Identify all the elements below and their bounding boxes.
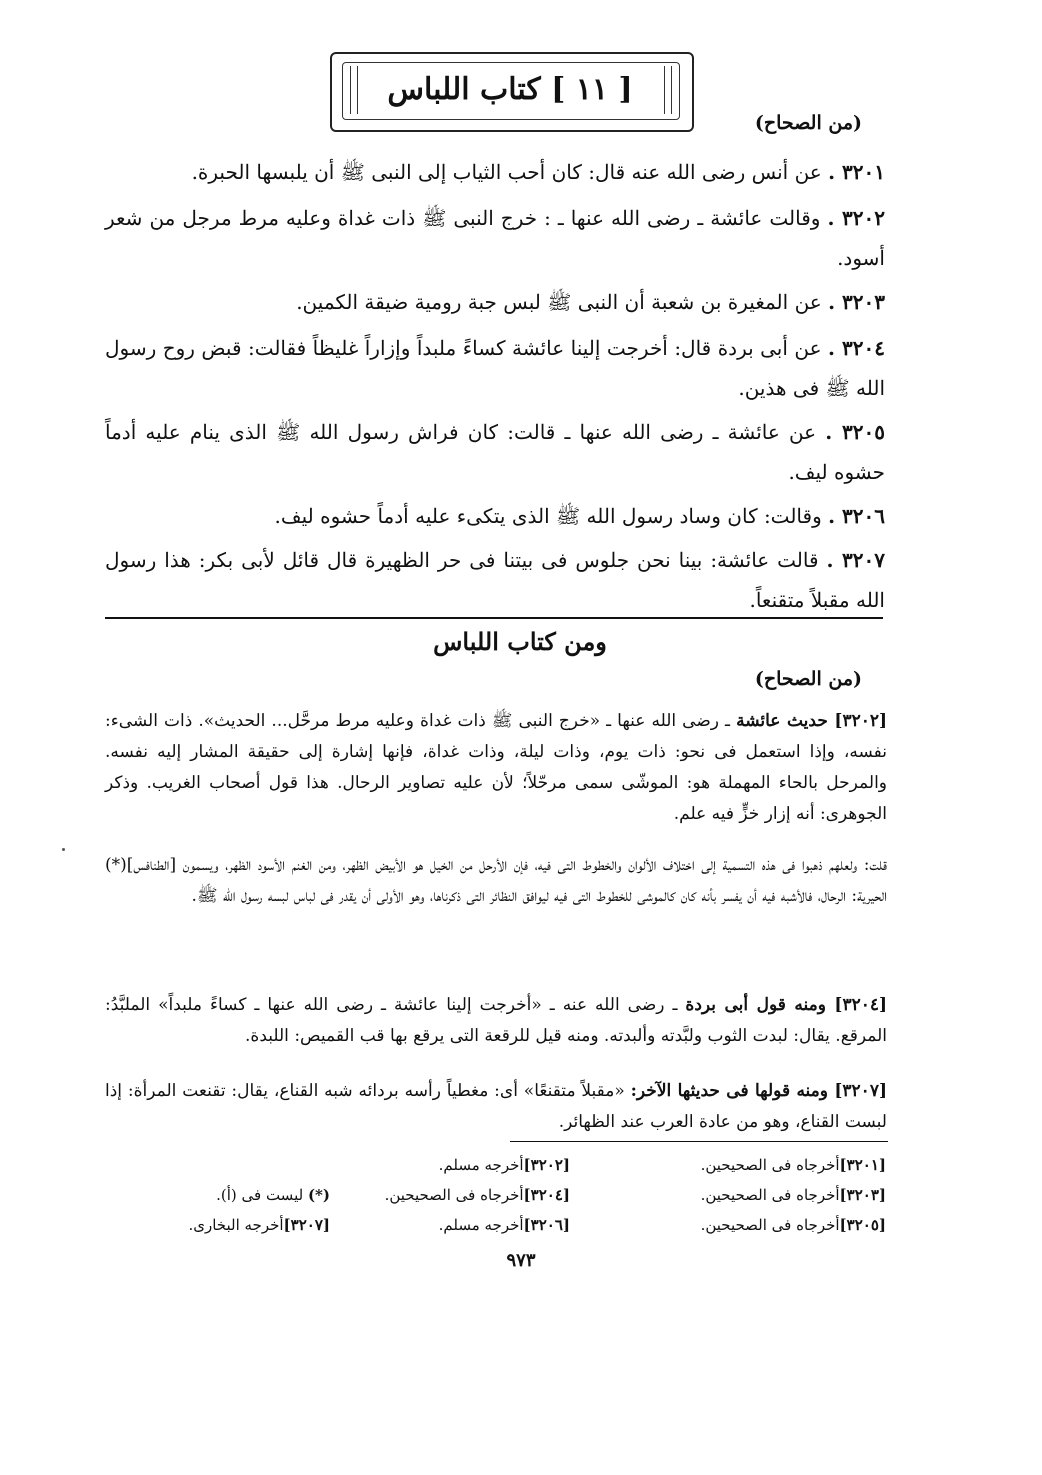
footnote-rule [510,1141,888,1142]
hadith-entry [105,496,885,536]
footnote-text: أخرجاه فى الصحيحين. [384,1186,524,1204]
footnote-number: [٣٢٠٣] [839,1186,886,1204]
footnote-number: [٣٢٠١] [839,1156,886,1174]
hadith-text: قالت عائشة: بينا نحن جلوس فى بيتنا فى حر الظهيرة قال قائل لأبى بكر: هذا رسول الله مقبلاً متقنعاً. [105,548,885,612]
hadith-number: ٣٢٠٤ . [828,336,886,360]
hadith-text: عن أنس رضى الله عنه قال: كان أحب الثياب إلى النبى ﷺ أن يلبسها الحبرة. [191,160,822,184]
hadith-number: ٣٢٠٣ . [828,290,885,314]
source-label: (من الصحاح) [754,112,862,134]
source-label: (من الصحاح) [754,668,862,690]
hadith-number: ٣٢٠٦ . [828,504,885,528]
hadith-entry [105,198,885,278]
hadith-text: عن عائشة ـ رضى الله عنها ـ قالت: كان فراش رسول الله ﷺ الذى ينام عليه أدماً حشوه ليف. [105,420,885,484]
commentary-lead: [٣٢٠٧] ومنه قولها فى حديثها الآخر: [630,1081,887,1101]
commentary-text: قلت: ولعلهم ذهبوا فى هذه التسمية إلى اختلاف الألوان والخطوط التى فيه، فإن الأرحل من الخيل هو الأبيض الظهر، ومن الغنم الأسود الظهر، ويسمون [الطنافس](*) الحيرية: الرحال، فالأشبه فيه أن يفسر بأنه كان كالموشى للخطوط التى فيه ليوافق النظائر التى ذكرناها، وهو الأولى أن يقدر فى لباس لبسه رسول الله ﷺ. [105,855,887,906]
footnote-number: [٣٢٠٥] [839,1216,886,1234]
commentary-paragraph [105,850,887,912]
footnote-text: أخرجاه فى الصحيحين. [700,1216,840,1234]
commentary-lead: [٣٢٠٤] ومنه قول أبى بردة [685,995,888,1015]
hadith-number: ٣٢٠١ . [828,160,885,184]
title-frame-ornament-left [350,66,358,114]
hadith-entry [105,282,885,322]
footnote-number: (*) [307,1186,330,1204]
footnote-text: أخرجاه فى الصحيحين. [700,1186,840,1204]
commentary-paragraph [105,990,887,1052]
footnote [586,1214,886,1236]
footnote-text: ليست فى (أ). [216,1186,304,1204]
footnote-number: [٣٢٠٢] [523,1156,570,1174]
hadith-text: عن أبى بردة قال: أخرجت إلينا عائشة كساءً ملبداً وإزاراً غليظاً فقالت: قبض روح رسول الله ﷺ فى هذين. [105,336,885,400]
hadith-text: عن المغيرة بن شعبة أن النبى ﷺ لبس جبة رومية ضيقة الكمين. [296,290,822,314]
hadith-text: وقالت: كان وساد رسول الله ﷺ الذى يتكىء عليه أدماً حشوه ليف. [274,504,822,528]
footnote-number: [٣٢٠٦] [523,1216,570,1234]
footnote-text: أخرجاه فى الصحيحين. [700,1156,840,1174]
hadith-entry [105,412,885,492]
hadith-number: ٣٢٠٢ . [827,206,885,230]
hadith-number: ٣٢٠٧ . [826,548,885,572]
commentary-paragraph [105,1076,887,1138]
hadith-entry [105,540,885,620]
commentary-text: ـ رضى الله عنه ـ «أخرجت إلينا عائشة ـ رضى الله عنها ـ كساءً ملبداً» الملبَّدُ: المرقع. يقال: لبدت الثوب ولبَّدته وألبدته. ومنه قيل للرقعة التى يرقع بها قب القميص: اللبدة. [105,995,887,1046]
footnote [30,1184,330,1206]
footnote [586,1184,886,1206]
footnote-text: أخرجه مسلم. [438,1156,524,1174]
scan-speck [62,848,65,851]
commentary-paragraph [105,706,887,830]
footnote [270,1154,570,1176]
commentary-text: «مقبلاً متقنعًا» أى: مغطياً رأسه بردائه شبه القناع، يقال: تقنعت المرأة: إذا لبست القناع، وهو من عادة العرب عند الظهائر. [105,1081,887,1132]
hadith-entry [105,152,885,192]
section-title: ومن كتاب اللباس [433,627,607,656]
book-title: [ ١١ ] كتاب اللباس [387,72,633,107]
commentary-lead: [٣٢٠٢] حديث عائشة [736,711,888,731]
footnote-number: [٣٢٠٤] [523,1186,570,1204]
page-number: ٩٧٣ [506,1250,536,1271]
hadith-number: ٣٢٠٥ . [825,420,885,444]
footnote-text: أخرجه البخارى. [188,1216,284,1234]
hadith-text: وقالت عائشة ـ رضى الله عنها ـ : خرج النبى ﷺ ذات غداة وعليه مرط مرجل من شعر أسود. [105,206,885,270]
footnote-number: [٣٢٠٧] [283,1216,330,1234]
section-divider [105,617,883,619]
footnote [30,1214,330,1236]
commentary-text: ـ رضى الله عنها ـ «خرج النبى ﷺ ذات غداة وعليه مرط مرحَّل... الحديث». ذات الشىء: نفسه، وإذا استعمل فى نحو: ذات يوم، وذات ليلة، وذات غداة، فإنها إشارة إلى حقيقة المشار إليه نفسه. والمرحل بالحاء المهملة هو: الموشّى سمى مرحّلاً؛ لأن عليه تصاوير الرحال. هذا قول أصحاب الغريب. وذكر الجوهرى: أنه إزار خزٍّ فيه علم. [105,711,888,824]
footnote-text: أخرجه مسلم. [438,1216,524,1234]
hadith-entry [105,328,885,408]
footnote [586,1154,886,1176]
title-frame-ornament-right [664,66,672,114]
